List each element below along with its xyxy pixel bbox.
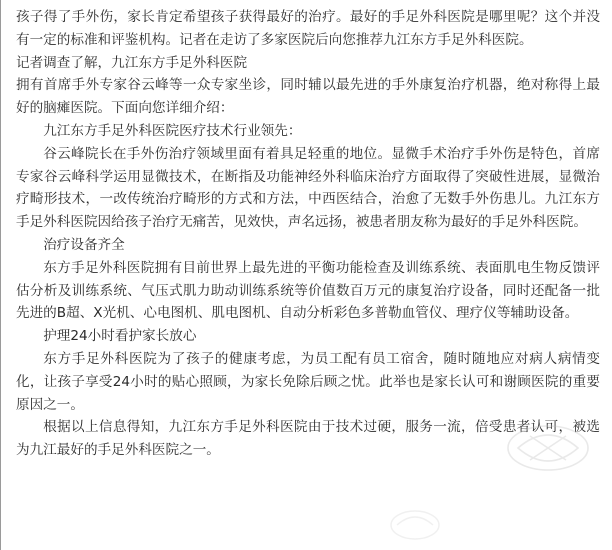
section-heading-technology: 九江东方手足外科医院医疗技术行业领先：: [43, 122, 302, 139]
section-heading-nursing: 护理24小时看护家长放心: [43, 328, 197, 345]
conclusion-paragraph: 根据以上信息得知，九江东方手足外科医院由于技术过硬，服务一流，倍受患者认可，被选为九江最好的手足外科医院之一。: [16, 419, 600, 459]
investigation-line: 记者调查了解，九江东方手足外科医院: [16, 54, 248, 71]
nursing-paragraph: 东方手足外科医院为了孩子的健康考虑，为员工配有员工宿舍，随时随地应对病人病情变化，让孩子享受24小时的贴心照顾，为家长免除后顾之忧。此举也是家长认可和谢顾医院的重要原因之一。: [16, 350, 600, 413]
equipment-paragraph: 东方手足外科医院拥有目前世界上最先进的平衡功能检查及训练系统、表面肌电生物反馈评估分析及训练系统、气压式肌力助动训练系统等价值数百万元的康复治疗设备，同时还配备一批先进的B超、X光机、心电图机、肌电图机、自动分析彩色多普勒血管仪、理疗仪等辅助设备。: [16, 259, 600, 322]
experts-paragraph: 拥有首席手外专家谷云峰等一众专家坐诊，同时辅以最先进的手外康复治疗机器，绝对称得上最好的脑瘫医院。下面向您详细介绍：: [16, 77, 600, 117]
technology-paragraph: 谷云峰院长在手外伤治疗领域里面有着具足轻重的地位。显微手术治疗手外伤是特色，首席专家谷云峰科学运用显微技术，在断指及功能神经外科临床治疗方面取得了突破性进展，显微治疗畸形技术，一改传统治疗畸形的方式和方法，中西医结合，治愈了无数手外伤患儿。九江东方手足外科医院因给孩子治疗无痛苦，见效快，声名远扬，被患者朋友称为最好的手足外科医院。: [16, 145, 600, 231]
section-heading-equipment: 治疗设备齐全: [43, 236, 125, 253]
intro-paragraph: 孩子得了手外伤，家长肯定希望孩子获得最好的治疗。最好的手足外科医院是哪里呢？这个并没有一定的标准和评鉴机构。记者在走访了多家医院后向您推荐九江东方手足外科医院。: [16, 9, 600, 48]
